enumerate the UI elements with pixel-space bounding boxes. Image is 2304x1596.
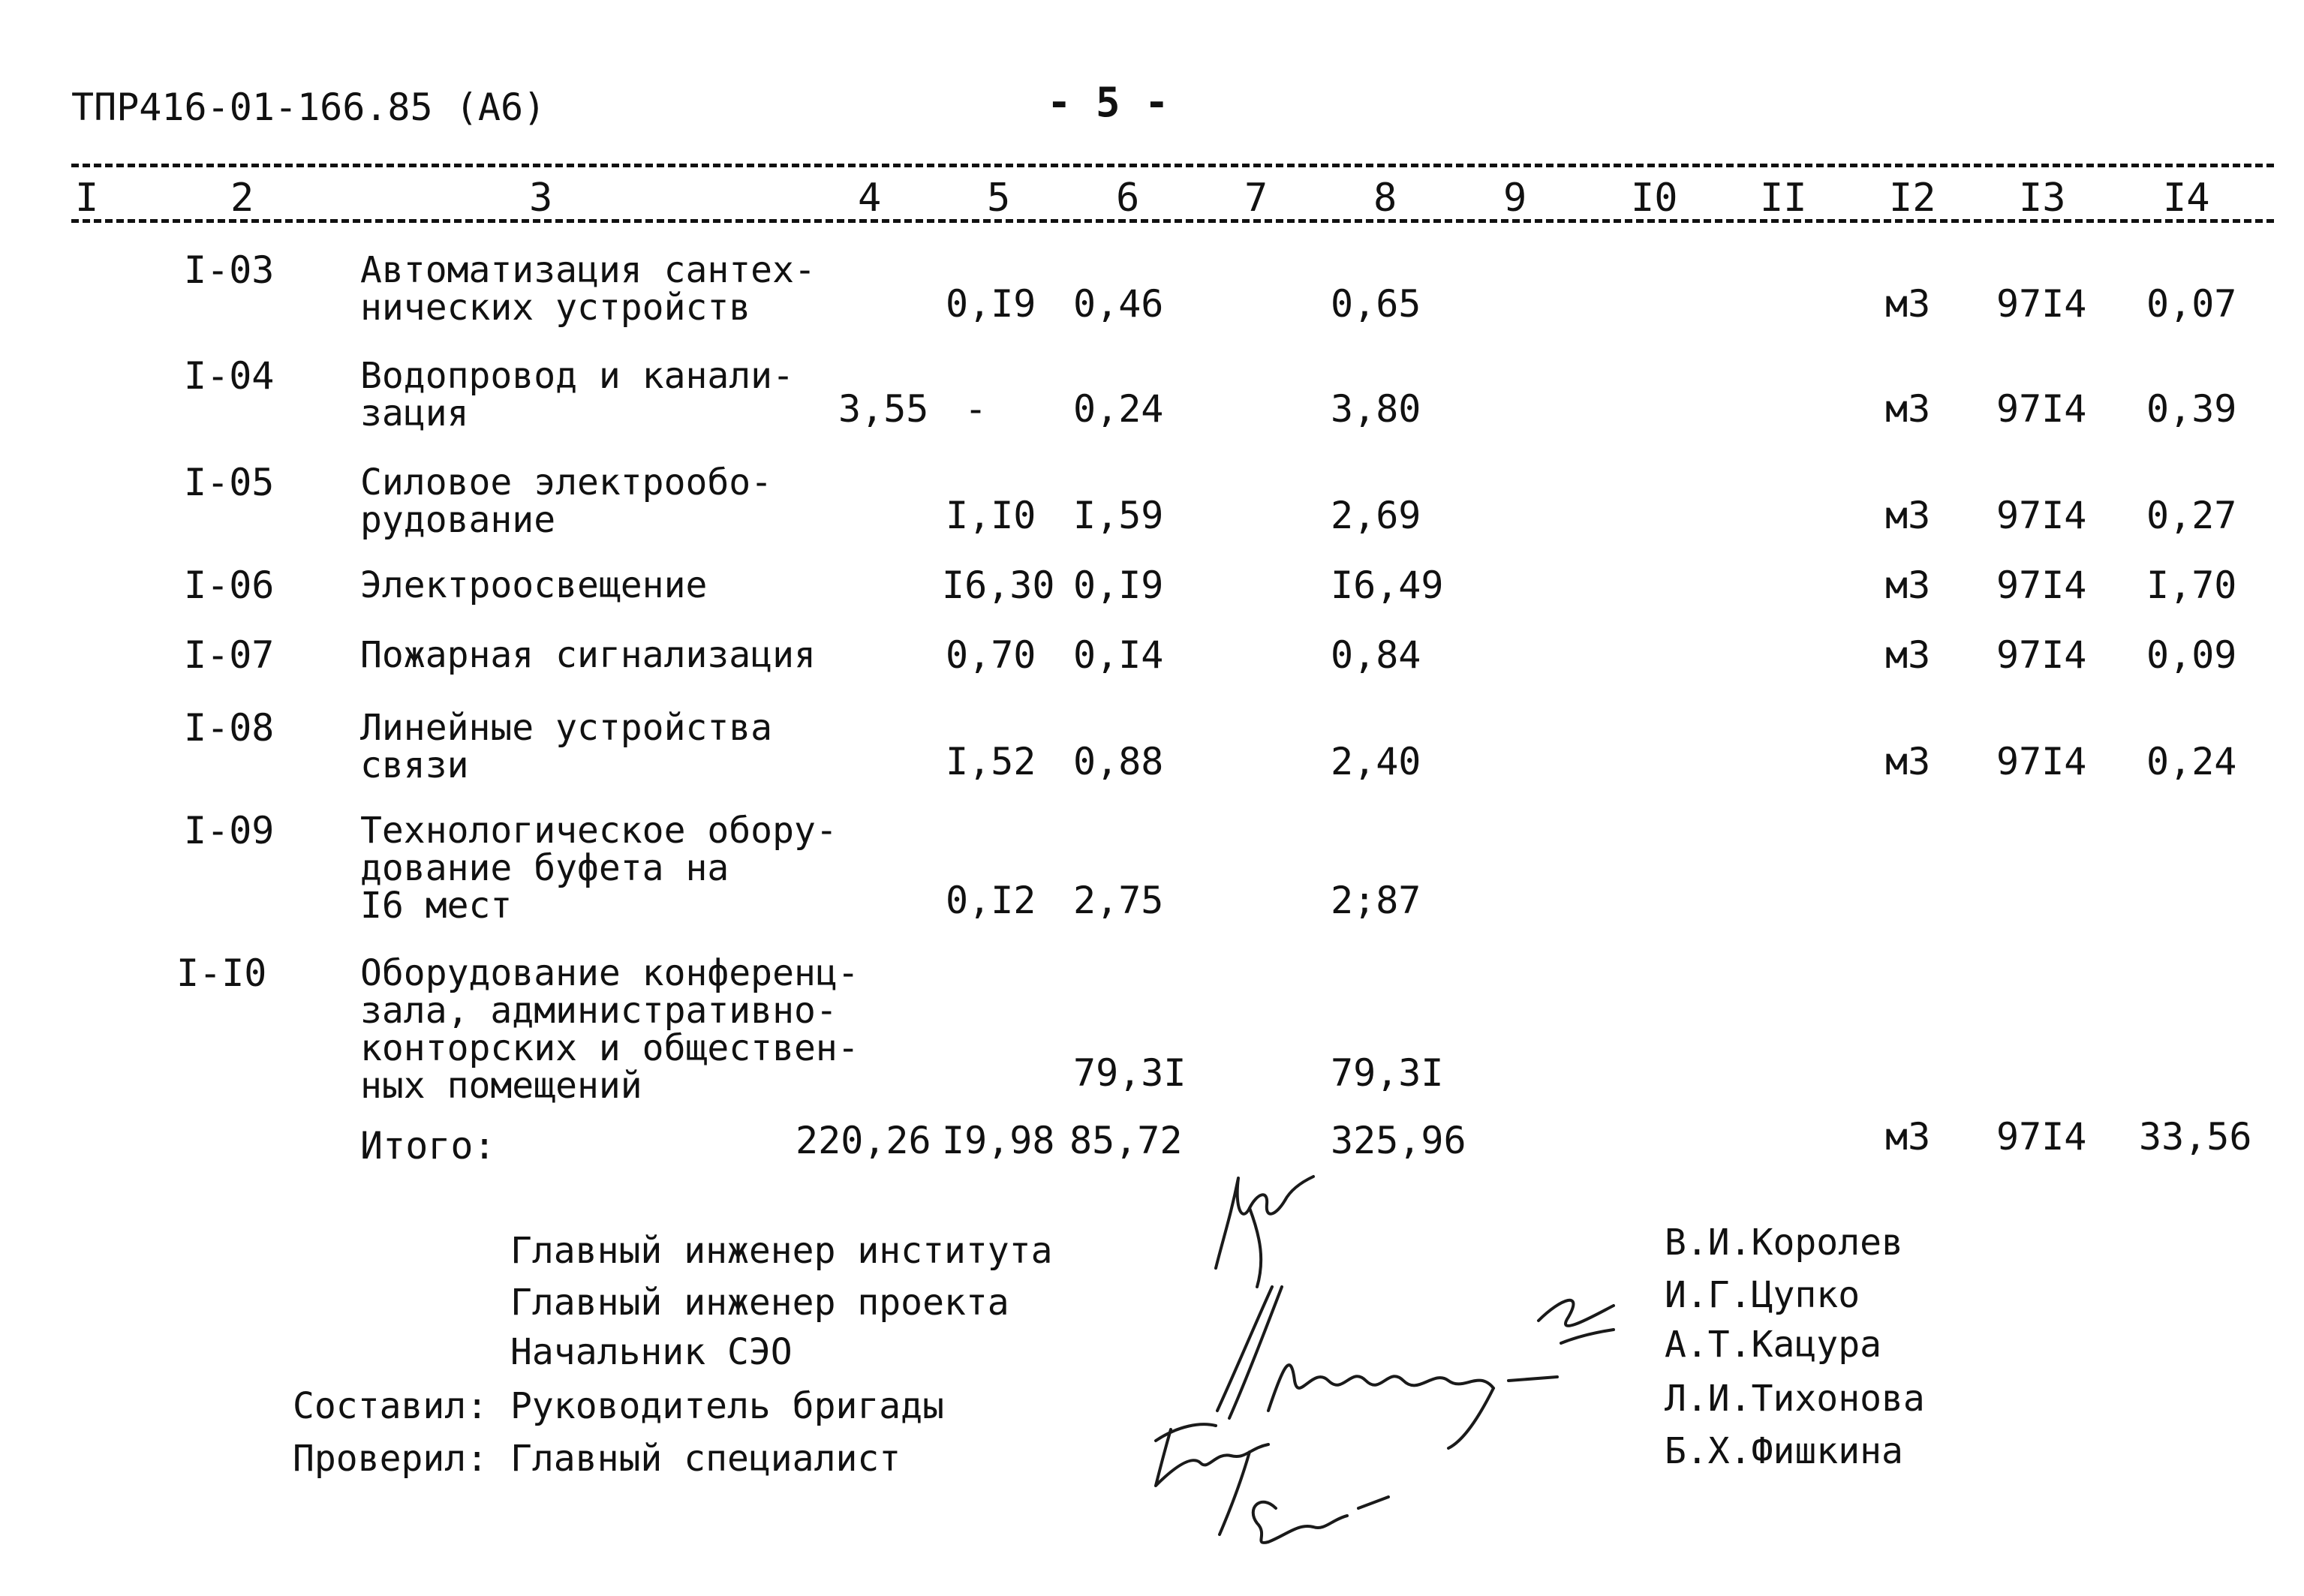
row-description: Пожарная сигнализация	[360, 634, 816, 676]
row-description: Силовое электрообо- рудование	[360, 461, 773, 541]
row-code: I-03	[184, 248, 275, 292]
row-unit: м3	[1885, 633, 1931, 677]
row-col6: 2,75	[1073, 879, 1164, 922]
role-title: Главный инженер проекта	[510, 1282, 1009, 1324]
signer-name: И.Г.Цупко	[1665, 1274, 1860, 1316]
col-header: I4	[2163, 176, 2210, 221]
row-col13: 97I4	[1996, 387, 2087, 431]
role-title: Главный специалист	[510, 1438, 901, 1480]
row-col6: 79,3I	[1073, 1051, 1187, 1095]
row-description: Технологическое обору- дование буфета на I6 мест	[360, 810, 838, 927]
row-unit: м3	[1885, 564, 1931, 607]
row-col4: 3,55	[838, 387, 929, 431]
row-col6: 0,24	[1073, 387, 1164, 431]
role-prefix: Составил:	[293, 1385, 489, 1427]
row-col14: 0,09	[2146, 633, 2237, 677]
row-col6: 0,I9	[1073, 564, 1164, 607]
row-col8: 2,40	[1331, 740, 1421, 783]
row-col5: 0,I2	[946, 879, 1036, 922]
total-col13: 97I4	[1996, 1115, 2087, 1159]
header-bottom-rule	[71, 219, 2274, 223]
col-header: 5	[987, 176, 1011, 221]
handwritten-signatures	[1088, 1156, 1629, 1546]
role-prefix: Проверил:	[293, 1438, 489, 1480]
row-unit: м3	[1885, 740, 1931, 783]
col-header: 3	[529, 176, 553, 221]
col-header: I	[75, 176, 99, 221]
total-col14: 33,56	[2139, 1115, 2252, 1159]
col-header: I3	[2019, 176, 2066, 221]
total-unit: м3	[1885, 1115, 1931, 1159]
row-col13: 97I4	[1996, 740, 2087, 783]
row-col8: 79,3I	[1331, 1051, 1444, 1095]
row-col6: 0,46	[1073, 282, 1164, 326]
row-col5: I,I0	[946, 494, 1036, 537]
row-col5: 0,I9	[946, 282, 1036, 326]
row-description: Линейные устройства связи	[360, 707, 773, 786]
col-header: 2	[230, 176, 254, 221]
row-col5: -	[964, 387, 988, 431]
row-col8: 3,80	[1331, 387, 1421, 431]
row-col13: 97I4	[1996, 494, 2087, 537]
row-description: Электроосвещение	[360, 564, 708, 606]
row-col8: 2,69	[1331, 494, 1421, 537]
col-header: 8	[1373, 176, 1397, 221]
row-code: I-09	[184, 809, 275, 852]
row-col8: 0,84	[1331, 633, 1421, 677]
row-col5: 0,70	[946, 633, 1036, 677]
total-label: Итого:	[360, 1124, 496, 1168]
row-col5: I6,30	[942, 564, 1055, 607]
row-unit: м3	[1885, 387, 1931, 431]
row-col5: I,52	[946, 740, 1036, 783]
row-code: I-08	[184, 706, 275, 750]
row-col8: I6,49	[1331, 564, 1444, 607]
row-code: I-06	[184, 564, 275, 607]
row-col13: 97I4	[1996, 633, 2087, 677]
row-unit: м3	[1885, 282, 1931, 326]
col-header: II	[1760, 176, 1807, 221]
row-col14: I,70	[2146, 564, 2237, 607]
col-header: 6	[1116, 176, 1140, 221]
row-col6: 0,88	[1073, 740, 1164, 783]
signer-name: Б.Х.Фишкина	[1665, 1430, 1903, 1472]
col-header: I0	[1631, 176, 1678, 221]
page-number: - 5 -	[1047, 79, 1169, 126]
role-title: Главный инженер института	[510, 1230, 1053, 1272]
row-code: I-I0	[176, 951, 267, 995]
signer-name: Л.И.Тихонова	[1665, 1378, 1925, 1420]
total-col6: 85,72	[1069, 1119, 1183, 1162]
row-col14: 0,39	[2146, 387, 2237, 431]
row-code: I-07	[184, 633, 275, 677]
row-col6: 0,I4	[1073, 633, 1164, 677]
row-col8: 0,65	[1331, 282, 1421, 326]
role-title: Начальник СЭО	[510, 1331, 793, 1373]
row-description: Автоматизация сантех- нических устройств	[360, 249, 816, 329]
col-header: 9	[1503, 176, 1527, 221]
row-code: I-05	[184, 461, 275, 504]
col-header: 7	[1244, 176, 1268, 221]
col-header: I2	[1889, 176, 1936, 221]
header-top-rule	[71, 164, 2274, 167]
row-col8: 2;87	[1331, 879, 1421, 922]
col-header: 4	[858, 176, 882, 221]
signer-name: В.И.Королев	[1665, 1222, 1903, 1264]
row-col14: 0,24	[2146, 740, 2237, 783]
signer-name: А.Т.Кацура	[1665, 1324, 1881, 1366]
row-col13: 97I4	[1996, 282, 2087, 326]
row-col14: 0,07	[2146, 282, 2237, 326]
total-col8: 325,96	[1331, 1119, 1466, 1162]
role-title: Руководитель бригады	[510, 1385, 944, 1427]
row-description: Оборудование конференц- зала, административно- конторских и обществен- ных помещений	[360, 952, 859, 1107]
row-col13: 97I4	[1996, 564, 2087, 607]
total-col4: 220,26	[796, 1119, 931, 1162]
doc-code: ТПР416-01-166.85 (А6)	[71, 86, 546, 129]
row-unit: м3	[1885, 494, 1931, 537]
row-col14: 0,27	[2146, 494, 2237, 537]
total-col5: I9,98	[942, 1119, 1055, 1162]
row-code: I-04	[184, 354, 275, 398]
row-col6: I,59	[1073, 494, 1164, 537]
row-description: Водопровод и канали- зация	[360, 355, 794, 434]
